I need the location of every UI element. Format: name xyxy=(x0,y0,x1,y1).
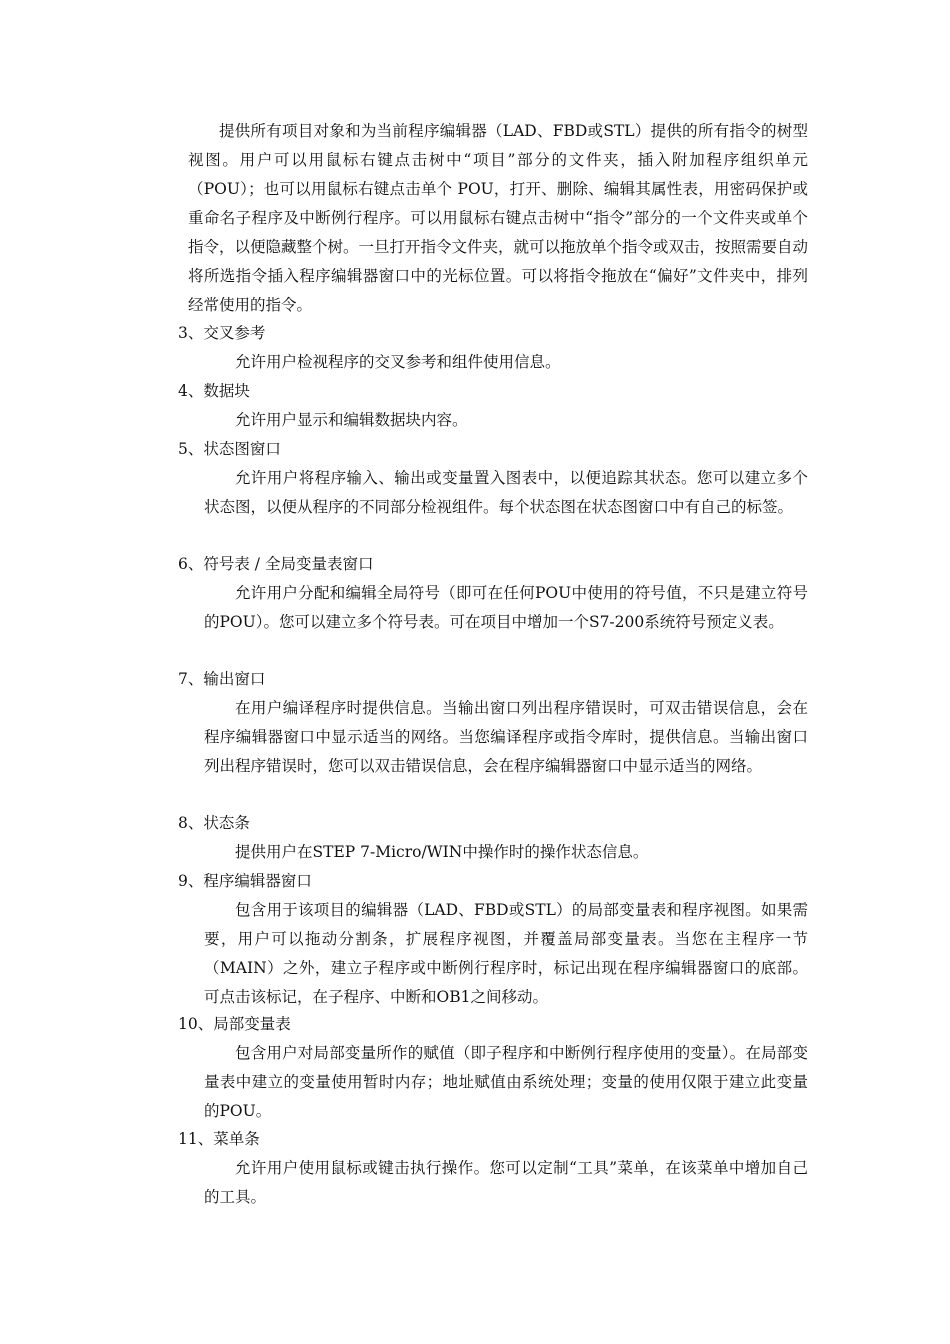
section-heading: 9、程序编辑器窗口 xyxy=(178,872,312,890)
section-heading: 11、菜单条 xyxy=(178,1130,260,1148)
section-local-variable-table xyxy=(178,1010,810,1126)
section-heading: 8、状态条 xyxy=(178,814,250,832)
section-output-window xyxy=(178,665,810,781)
section-menu-bar xyxy=(178,1125,810,1212)
section-body: 允许用户将程序输入、输出或变量置入图表中，以便追踪其状态。您可以建立多个状态图，以便从程序的不同部分检视组件。每个状态图在状态图窗口中有自己的标签。 xyxy=(204,469,808,516)
section-body: 包含用户对局部变量所作的赋值（即子程序和中断例行程序使用的变量）。在局部变量表中建立的变量使用暂时内存；地址赋值由系统处理；变量的使用仅限于建立此变量的POU。 xyxy=(204,1044,808,1120)
section-heading: 6、符号表 / 全局变量表窗口 xyxy=(178,555,374,573)
section-body: 提供用户在STEP 7-Micro/WIN中操作时的操作状态信息。 xyxy=(235,843,649,861)
section-heading: 4、数据块 xyxy=(178,382,250,400)
section-symbol-table xyxy=(178,550,810,637)
section-heading: 10、局部变量表 xyxy=(178,1015,291,1033)
section-body: 包含用于该项目的编辑器（LAD、FBD或STL）的局部变量表和程序视图。如果需要，用户可以拖动分割条，扩展程序视图，并覆盖局部变量表。当您在主程序一节（MAIN）之外，建立子程序或中断例行程序时，标记出现在程序编辑器窗口的底部。可点击该标记，在子程序、中断和OB1之间移动。 xyxy=(204,901,808,1006)
section-body: 允许用户使用鼠标或键击执行操作。您可以定制“工具”菜单，在该菜单中增加自己的工具。 xyxy=(204,1159,808,1206)
section-heading: 7、输出窗口 xyxy=(178,670,266,688)
section-body: 允许用户显示和编辑数据块内容。 xyxy=(235,411,468,429)
section-status-chart xyxy=(178,435,810,522)
section-data-block xyxy=(178,377,810,435)
section-heading: 5、状态图窗口 xyxy=(178,440,281,458)
section-body: 允许用户分配和编辑全局符号（即可在任何POU中使用的符号值，不只是建立符号的POU）。您可以建立多个符号表。可在项目中增加一个S7-200系统符号预定义表。 xyxy=(204,584,808,631)
intro-paragraph: 提供所有项目对象和为当前程序编辑器（LAD、FBD或STL）提供的所有指令的树型视图。用户可以用鼠标右键点击树中“项目”部分的文件夹，插入附加程序组织单元（POU）；也可以用鼠标右键点击单个 POU，打开、删除、编辑其属性表，用密码保护或重命名子程序及中断例行程序。可以用鼠标右键点击树中“指令”部分的一个文件夹或单个指令，以便隐藏整个树。一旦打开指令文件夹，就可以拖放单个指令或双击，按照需要自动将所选指令插入程序编辑器窗口中的光标位置。可以将指令拖放在“偏好”文件夹中，排列经常使用的指令。 xyxy=(188,122,809,314)
section-body: 在用户编译程序时提供信息。当输出窗口列出程序错误时，可双击错误信息，会在程序编辑器窗口中显示适当的网络。当您编译程序或指令库时，提供信息。当输出窗口列出程序错误时，您可以双击错误信息，会在程序编辑器窗口中显示适当的网络。 xyxy=(204,699,808,775)
section-status-bar xyxy=(178,809,810,867)
section-cross-reference xyxy=(178,319,810,377)
section-heading: 3、交叉参考 xyxy=(178,324,266,342)
section-program-editor xyxy=(178,867,810,1012)
section-body: 允许用户检视程序的交叉参考和组件使用信息。 xyxy=(235,353,561,371)
